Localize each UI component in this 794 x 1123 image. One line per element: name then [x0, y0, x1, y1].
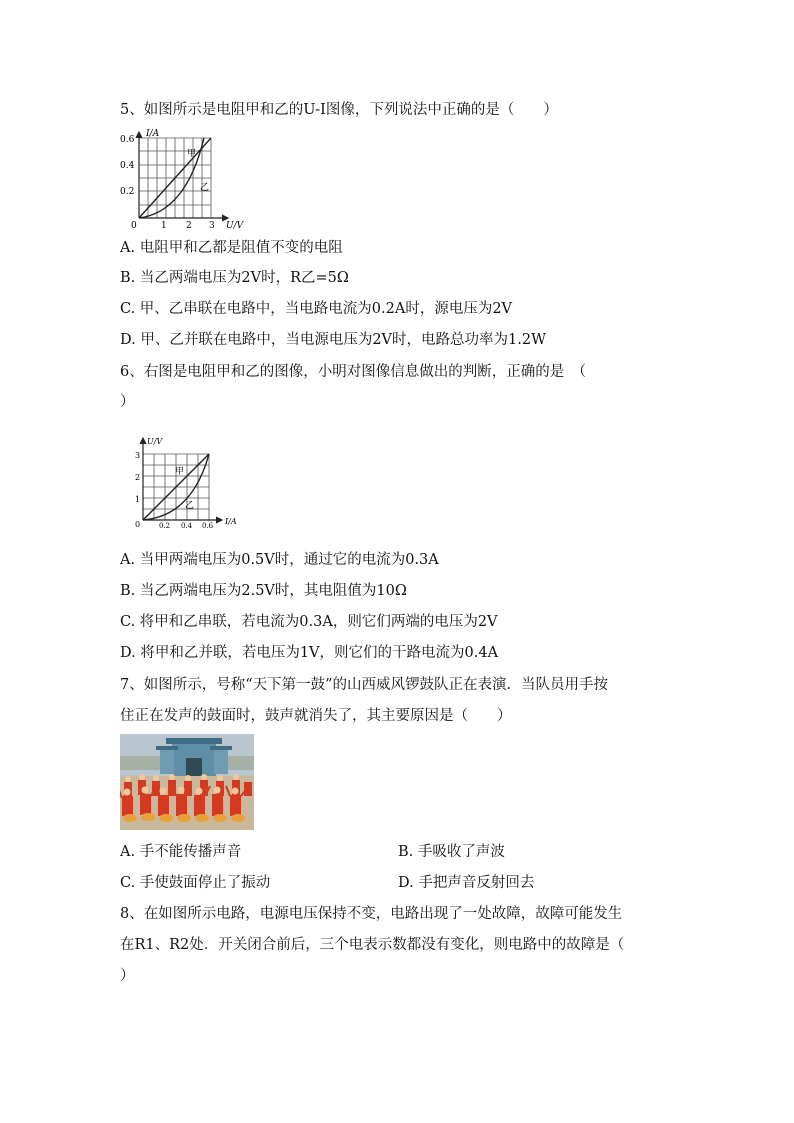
q5-ytick: 0.2 — [120, 187, 135, 197]
q6-y-label: U/V — [147, 437, 163, 446]
q6-option-b[interactable]: B. 当乙两端电压为2.5V时，其电阻值为10Ω — [120, 583, 407, 599]
q5-y-label: I/A — [146, 129, 160, 139]
q7-option-b[interactable]: B. 手吸收了声波 — [398, 844, 505, 860]
q6-ytick: 2 — [135, 473, 141, 482]
q7-option-c[interactable]: C. 手使鼓面停止了振动 — [120, 875, 271, 891]
q6-curve-b-label: 乙 — [185, 501, 195, 511]
q5-x-label: U/V — [226, 221, 244, 231]
q5-option-c[interactable]: C. 甲、乙串联在电路中，当电路电流为0.2A时，源电压为2V — [120, 301, 513, 317]
q5-stem: 5、如图所示是电阻甲和乙的U-I图像，下列说法中正确的是（ ） — [120, 102, 558, 118]
q5-ui-graph — [116, 128, 256, 234]
q5-origin: 0 — [131, 221, 137, 231]
q6-xtick: 0.2 — [159, 522, 171, 530]
q5-curve-b-label: 乙 — [200, 183, 210, 193]
q6-ui-graph — [130, 432, 242, 532]
q5-option-a[interactable]: A. 电阻甲和乙都是阻值不变的电阻 — [120, 240, 343, 256]
q6-xtick: 0.6 — [202, 522, 214, 530]
q8-stem-line3: ） — [120, 968, 135, 984]
q5-option-d[interactable]: D. 甲、乙并联在电路中，当电源电压为2V时，电路总功率为1.2W — [120, 332, 546, 348]
q5-xtick: 1 — [161, 221, 167, 231]
q5-ytick: 0.4 — [120, 161, 135, 171]
q7-option-d[interactable]: D. 手把声音反射回去 — [398, 875, 535, 891]
q6-option-d[interactable]: D. 将甲和乙并联，若电压为1V，则它们的干路电流为0.4A — [120, 645, 499, 661]
q5-xtick: 3 — [209, 221, 215, 231]
q5-option-b[interactable]: B. 当乙两端电压为2V时，R乙=5Ω — [120, 270, 349, 286]
q6-ytick: 1 — [135, 495, 141, 504]
q7-stem-line1: 7、如图所示，号称“天下第一鼓”的山西威风锣鼓队正在表演．当队员用手按 — [120, 677, 609, 693]
q6-stem-line2: ） — [120, 394, 135, 410]
q7-stem-line2: 住正在发声的鼓面时，鼓声就消失了，其主要原因是（ ） — [120, 708, 512, 724]
q6-curve-a-label: 甲 — [175, 467, 185, 477]
q5-xtick: 2 — [186, 221, 192, 231]
drum-performance-photo — [120, 734, 254, 830]
q6-xtick: 0.4 — [181, 522, 193, 530]
q7-option-a[interactable]: A. 手不能传播声音 — [120, 844, 242, 860]
q6-option-a[interactable]: A. 当甲两端电压为0.5V时，通过它的电流为0.3A — [120, 552, 439, 568]
q5-ytick: 0.6 — [120, 135, 135, 145]
q8-stem-line2: 在R1、R2处．开关闭合前后，三个电表示数都没有变化，则电路中的故障是（ — [120, 937, 625, 953]
q6-stem-line1: 6、右图是电阻甲和乙的图像，小明对图像信息做出的判断，正确的是 （ — [120, 364, 586, 380]
q6-origin: 0 — [135, 520, 141, 529]
q6-x-label: I/A — [225, 517, 237, 526]
q6-ytick: 3 — [135, 451, 141, 460]
q6-option-c[interactable]: C. 将甲和乙串联，若电流为0.3A，则它们两端的电压为2V — [120, 614, 498, 630]
q5-curve-a-label: 甲 — [187, 149, 197, 159]
q8-stem-line1: 8、在如图所示电路，电源电压保持不变，电路出现了一处故障，故障可能发生 — [120, 906, 623, 922]
